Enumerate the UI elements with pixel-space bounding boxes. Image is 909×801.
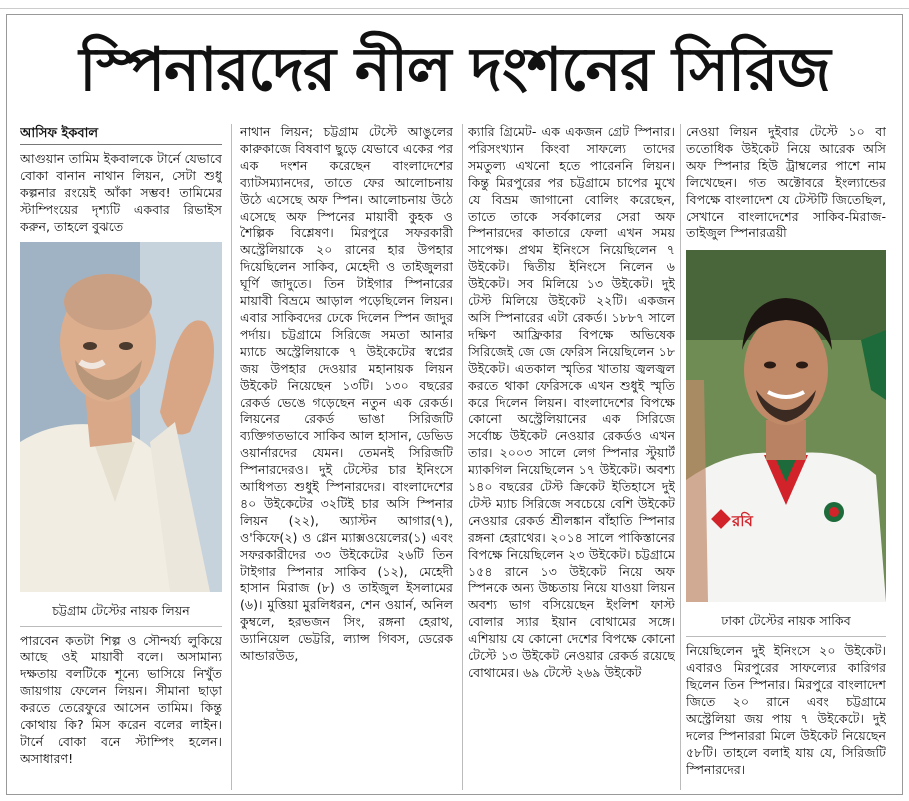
jersey-sponsor-logo-text: রবি (732, 512, 753, 531)
col1-top-text: আগুয়ান তামিম ইকবালকে টার্নে যেভাবে বোকা বানান নাথান লিয়ন, সেটা শুধু কল্পনার রংয়েই আঁকা সম্ভব! তামিমের স্টাম্পিংয়ের দৃশ্যটি একবার রিভাইস করুন, তাহলে বুঝতে (20, 151, 222, 234)
col3-text: ক্যারি গ্রিমেট- এক একজন গ্রেট স্পিনার। পরিসংখ্যান কিংবা সাফল্যে তাদের সমতুল্য এখনো হতে পারেননি লিয়ন। কিন্তু মিরপুরের পর চট্টগ্রামে চাপের মুখে যে বিভ্রম জাগানো বোলিং করেছেন, তাতে তাকে সর্বকালের সেরা অফ স্পিনারদের কাতারে ফেলা এখন সময় সাপেক্ষ। প্রথম ইনিংসে নিয়েছিলেন ৭ উইকেট। দ্বিতীয় ইনিংসে নিলেন ৬ উইকেট। সব মিলিয়ে ১৩ উইকেট। দুই টেস্ট মিলিয়ে উইকেট ২২টি। একজন অসি স্পিনারের এটা রেকর্ড। ১৮৮৭ সালে দক্ষিণ আফ্রিকার বিপক্ষে অভিষেক সিরিজেই জে জে ফেরিস নিয়েছিলেন ১৮ উইকেট। এতকাল স্মৃতির খাতায় জ্বলজ্বল করতে থাকা ফেরিসকে এখন শুধুই স্মৃতি করে দিলেন লিয়ন। বাংলাদেশের বিপক্ষে কোনো অস্ট্রেলিয়ানের এক সিরিজে সর্বোচ্চ উইকেট নেওয়ার রেকর্ডও এখন তার। ২০০৩ সালে লেগ স্পিনার স্টুয়ার্ট ম্যাকগিল নিয়েছিলেন ১৭ উইকেট। অবশ্য ১৪০ বছরের টেস্ট ক্রিকেট ইতিহাসে দুই টেস্ট ম্যাচ সিরিজে সবচেয়ে বেশি উইকেট নেওয়ার রেকর্ড শ্রীলঙ্কান বাঁহাতি স্পিনার রঙ্গনা হেরাথের। ২০১৪ সালে পাকিস্তানের বিপক্ষে নিয়েছিলেন ২৩ উইকেট। চট্টগ্রামে ১৫৪ রানে ১৩ উইকেট নিয়ে অফ স্পিনকে অন্য উচ্চতায় নিয়ে যাওয়া লিয়ন অবশ্য ভাগ বসিয়েছেন ইংলিশ ফাস্ট বোলার স্যার ইয়ান বোথামের সঙ্গে। এশিয়ায় যে কোনো দেশের বিপক্ষে কোনো টেস্টে ১৩ উইকেট নেওয়ার রেকর্ড রয়েছে বোথামের। ৬৯ টেস্টে ২৬৯ উইকেট (468, 124, 675, 680)
headline: স্পিনারদের নীল দংশনের সিরিজ (79, 35, 830, 105)
column-divider-3 (680, 124, 681, 790)
column-4 (686, 124, 886, 790)
shakib-portrait-image (686, 250, 886, 602)
column-3 (468, 124, 675, 790)
photo-lyon-caption: চট্টগ্রাম টেস্টের নায়ক লিয়ন (20, 592, 222, 627)
column-divider-2 (462, 124, 463, 790)
page-top-edge (0, 0, 909, 9)
column-2 (240, 124, 453, 790)
column-divider-1 (231, 124, 232, 790)
col1-bottom-text: পারবেন কতটা শিল্প ও সৌন্দর্য্য লুকিয়ে আছে ওই মায়াবী বলে। অসামান্য দক্ষতায় বলটিকে শূন্যে ভাসিয়ে নিখুঁত জায়গায় ফেলেন লিয়ন। সীমানা ছাড়া করতে তেরেফুরে আসেন তামিম। কিন্তু কোথায় কি? মিস করেন বলের লাইন। টার্নে বোকা বনে স্টাম্পিং হলেন। অসাধারণ! (20, 632, 222, 766)
col4-bottom-text: নিয়েছিলেন দুই ইনিংসে ২০ উইকেট। এবারও মিরপুরের সাফল্যের কারিগর ছিলেন তিন স্পিনার। মিরপুরে বাংলাদেশ জিতে ২০ রানে এবং চট্টগ্রামে অস্ট্রেলিয়া জয় পায় ৭ উইকেটে। দুই দলের স্পিনাররা মিলে উইকেট নিয়েছেন ৫৮টি। তাহলে বলাই যায় যে, সিরিজটি স্পিনারদের। (686, 643, 886, 777)
lyon-portrait-image (20, 242, 222, 592)
photo-shakib-caption: ঢাকা টেস্টের নায়ক সাকিব (686, 602, 886, 637)
column-1 (20, 124, 222, 790)
byline: আসিফ ইকবাল (20, 124, 222, 145)
photo-lyon (20, 242, 222, 592)
photo-shakib (686, 250, 886, 602)
col2-text: নাথান লিয়ন; চট্টগ্রাম টেস্টে আঙুলের কারুকাজে বিষবাণ ছুড়ে যেভাবে একের পর এক দংশন করেছেন বাংলাদেশের ব্যাটসম্যানদের, তাতে ফের আলোচনায় উঠে এসেছে অফ স্পিন। আলোচনায় উঠে এসেছে অফ স্পিনের মায়াবী কুহক ও শৈল্পিক বিশ্লেষণ। মিরপুরে সফরকারী অস্ট্রেলিয়াকে ২০ রানের হার উপহার দিয়েছিলেন সাকিব, মেহেদী ও তাইজুলরা ঘূর্ণি জাদুতে। তিন টাইগার স্পিনারের মায়াবী বিভ্রমে আড়াল পড়েছিলেন লিয়ন। এবার সাকিবদের ঢেকে দিলেন স্পিন জাদুর পর্দায়। চট্টগ্রামে সিরিজে সমতা আনার ম্যাচে অস্ট্রেলিয়াকে ৭ উইকেটের স্বপ্নের জয় উপহার দেওয়ার মহানায়ক লিয়ন উইকেট নিয়েছেন ১৩টি। ১৩০ বছরের রেকর্ড ভেঙে গড়েছেন নতুন এক রেকর্ড। লিয়নের রেকর্ড ভাঙা সিরিজটি ব্যক্তিগতভাবে সাকিব আল হাসান, ডেভিড ওয়ার্নারদের যেমন। তেমনই সিরিজটি স্পিনারদেরও। দুই টেস্টের চার ইনিংসে আধিপত্য শুধুই স্পিনারদের। বাংলাদেশের ৪০ উইকেটের ৩২টিই চার অসি স্পিনার লিয়ন (২২), অ্যাস্টন আগার(৭), ও'কিফে(২) ও গ্লেন ম্যাক্সওয়েলের(১) এবং সফরকারীদের ৩৩ উইকেটের ২৬টি তিন টাইগার স্পিনার সাকিব (১২), মেহেদী হাসান মিরাজ (৮) ও তাইজুল ইসলামের (৬)। মুত্তিয়া মুরলিধরন, শেন ওয়ার্ন, অনিল কুম্বলে, হরভজন সিং, রঙ্গনা হেরাথ, ড্যানিয়েল ভেট্টরি, ল্যান্স গিবস, ডেরেক আন্ডারউড, (240, 124, 453, 664)
col4-top-text: নেওয়া লিয়ন দুইবার টেস্টে ১০ বা ততোধিক উইকেট নিয়ে আরেক অসি অফ স্পিনার হিউ ট্রাম্বলের পাশে নাম লিখেছেন। গত অক্টোবরে ইংল্যান্ডের বিপক্ষে বাংলাদেশ যে টেস্টটি জিতেছিল, সেখানে বাংলাদেশের সাকিব-মিরাজ-তাইজুল স্পিনারত্রয়ী (686, 124, 886, 241)
